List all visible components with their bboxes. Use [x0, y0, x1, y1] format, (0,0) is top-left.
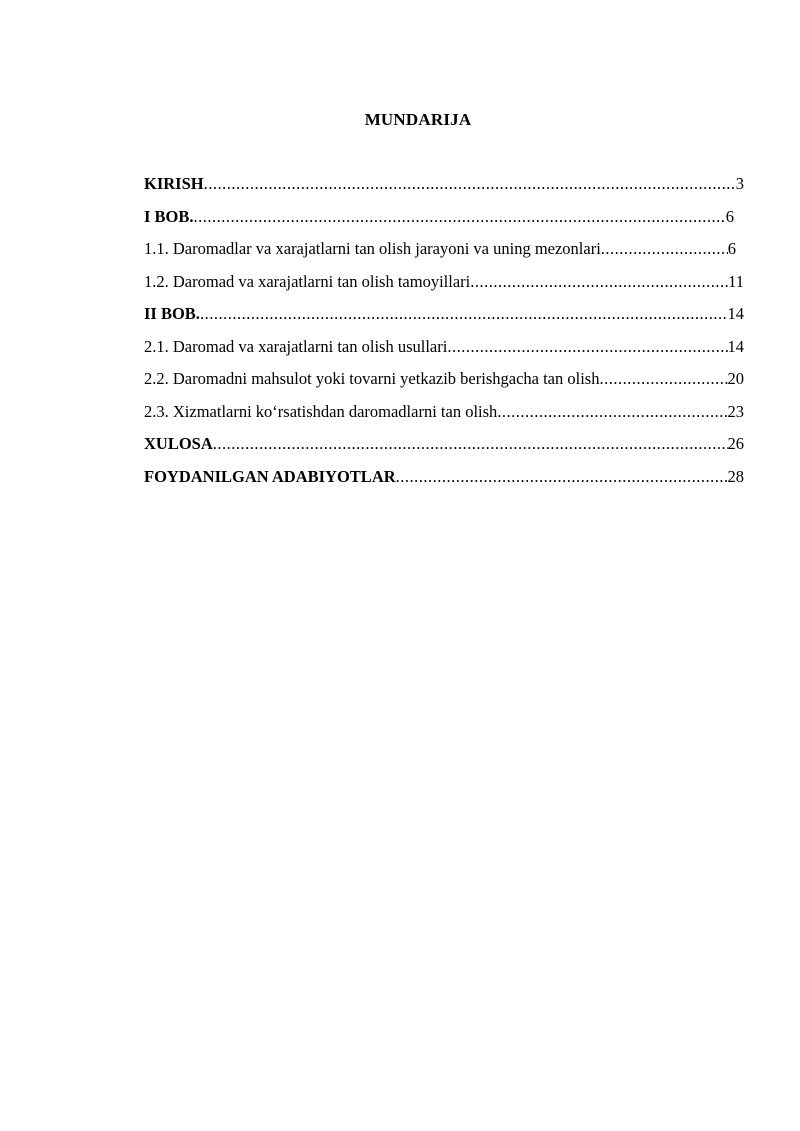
toc-entry-1-1 — [144, 239, 736, 272]
toc-entry-i-bob — [144, 207, 734, 240]
toc-entry-page: 11 — [728, 271, 744, 291]
toc-leader-dots — [213, 434, 728, 454]
toc-entry-1-2 — [144, 272, 744, 305]
toc-entry-page: 20 — [727, 369, 744, 388]
toc-entry-label: XULOSA — [144, 434, 213, 453]
toc-entry-2-1 — [144, 337, 744, 370]
toc-entry-label: 2.3. Xizmatlarni ko‘rsatishdan daromadlarni tan olish — [144, 401, 498, 421]
toc-leader-dots — [194, 207, 726, 227]
toc-leader-dots — [497, 402, 727, 422]
toc-entry-ii-bob — [144, 304, 744, 337]
toc-entry-foydanilgan-adabiyotlar — [144, 467, 744, 500]
toc-entry-label: KIRISH — [144, 174, 204, 193]
toc-leader-dots — [204, 174, 736, 194]
table-of-contents — [144, 174, 744, 499]
page-title: MUNDARIJA — [364, 110, 472, 129]
toc-entry-page: 6 — [725, 206, 734, 226]
toc-leader-dots — [447, 337, 727, 357]
toc-leader-dots — [599, 369, 727, 389]
toc-entry-page: 14 — [727, 304, 744, 323]
toc-entry-page: 28 — [727, 466, 744, 486]
toc-entry-page: 26 — [727, 434, 744, 453]
toc-entry-page: 14 — [727, 336, 744, 356]
toc-entry-label: 1.2. Daromad va xarajatlarni tan olish tamoyillari — [144, 271, 471, 291]
toc-leader-dots — [200, 304, 728, 324]
toc-entry-page: 23 — [727, 401, 744, 421]
toc-entry-label: 2.1. Daromad va xarajatlarni tan olish usullari — [144, 336, 448, 356]
toc-entry-xulosa — [144, 434, 744, 467]
toc-entry-label: I BOB. — [144, 206, 194, 226]
toc-leader-dots — [601, 239, 728, 259]
toc-leader-dots — [396, 467, 728, 487]
toc-entry-2-3 — [144, 402, 744, 435]
toc-entry-label: 2.2. Daromadni mahsulot yoki tovarni yetkazib berishgacha tan olish — [144, 369, 600, 388]
toc-entry-label: II BOB. — [144, 304, 200, 323]
toc-leader-dots — [470, 272, 728, 292]
toc-entry-kirish — [144, 174, 744, 207]
toc-entry-page: 6 — [727, 239, 736, 258]
toc-entry-page: 3 — [735, 174, 744, 193]
toc-entry-2-2 — [144, 369, 744, 402]
toc-entry-label: FOYDANILGAN ADABIYOTLAR — [144, 466, 396, 486]
toc-entry-label: 1.1. Daromadlar va xarajatlarni tan olish jarayoni va uning mezonlari — [144, 239, 601, 258]
